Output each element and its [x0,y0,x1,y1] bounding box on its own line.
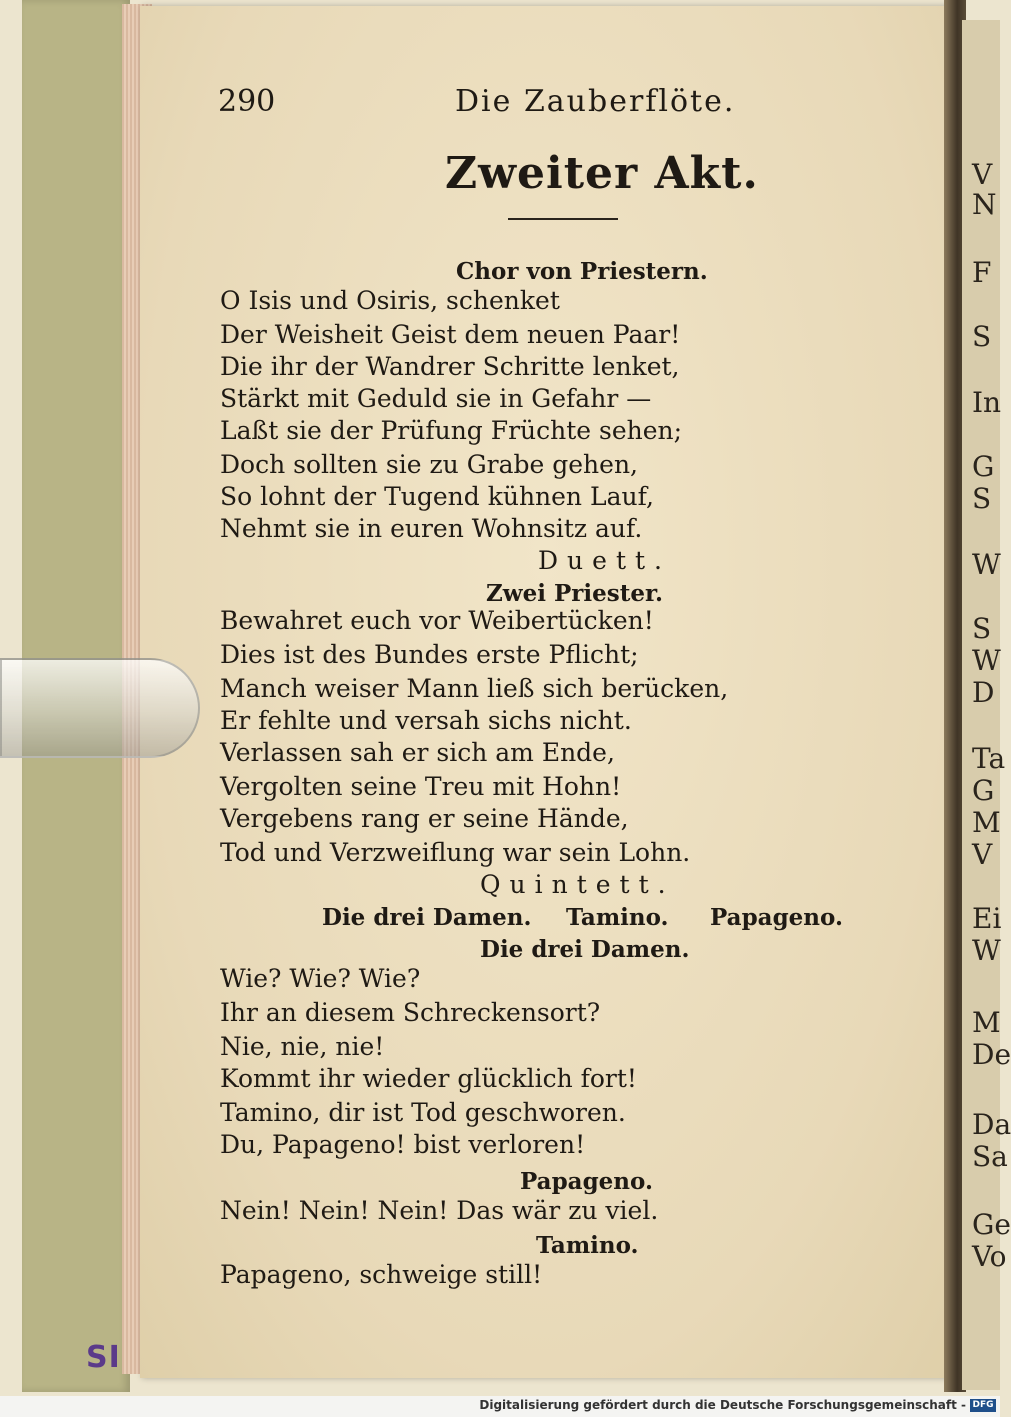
next-page-letter: Sa [972,1140,1008,1173]
digitization-footer [0,1396,1000,1417]
verse-line: Er fehlte und versah sichs nicht. [220,706,632,735]
cast-name: Tamino. [566,904,669,931]
next-page-letter: De [972,1038,1011,1071]
verse-line: Laßt sie der Prüfung Früchte sehen; [220,416,683,445]
next-page-letter: In [972,386,1002,419]
next-page-letter: Ge [972,1208,1011,1241]
act-title: Zweiter Akt. [445,148,759,199]
dfg-logo: DFG [970,1399,996,1412]
verse-line: Stärkt mit Geduld sie in Gefahr — [220,384,652,413]
page-number: 290 [218,84,276,119]
verse-line: Nie, nie, nie! [220,1032,385,1061]
next-page-letter: Vo [972,1240,1007,1273]
next-page-letter: M [972,1006,1001,1039]
section-label-quintett: Quintett. [480,870,675,899]
verse-line: So lohnt der Tugend kühnen Lauf, [220,482,654,511]
next-page-letter: S [972,482,992,515]
verse-line: Tamino, dir ist Tod geschworen. [220,1098,626,1127]
next-page-letter: Da [972,1108,1011,1141]
verse-line: Verlassen sah er sich am Ende, [220,738,615,767]
next-page-letter: W [972,644,1001,677]
verse-line: Ihr an diesem Schreckensort? [220,998,601,1027]
title-rule [508,218,618,220]
speaker-heading: Tamino. [536,1232,639,1259]
section-label-duett: Duett. [538,546,671,575]
verse-line: Vergolten seine Treu mit Hohn! [220,772,622,801]
running-head: Die Zauberflöte. [455,84,736,119]
cast-name: Die drei Damen. [322,904,532,931]
next-page-letter: M [972,806,1001,839]
next-page-letter: S [972,612,992,645]
verse-line: Tod und Verzweiflung war sein Lohn. [220,838,691,867]
next-page-letter: V [972,158,993,191]
next-page-fragment [962,20,1011,1390]
next-page-letter: V [972,838,993,871]
verse-line: Die ihr der Wandrer Schritte lenket, [220,352,680,381]
verse-line: Nehmt sie in euren Wohnsitz auf. [220,514,643,543]
next-page-letter: Ei [972,902,1002,935]
verse-line: Wie? Wie? Wie? [220,964,421,993]
verse-line: Doch sollten sie zu Grabe gehen, [220,450,639,479]
next-page-letter: G [972,450,995,483]
verse-line: Manch weiser Mann ließ sich berücken, [220,674,729,703]
verse-line: Nein! Nein! Nein! Das wär zu viel. [220,1196,659,1225]
next-page-letter: W [972,934,1001,967]
speaker-heading: Chor von Priestern. [456,258,708,285]
library-stamp: SI [86,1340,121,1375]
verse-line: O Isis und Osiris, schenket [220,286,560,315]
verse-line: Bewahret euch vor Weibertücken! [220,606,654,635]
next-page-letter: G [972,774,995,807]
next-page-letter: F [972,256,992,289]
verse-line: Kommt ihr wieder glücklich fort! [220,1064,637,1093]
next-page-letter: S [972,320,992,353]
verse-line: Vergebens rang er seine Hände, [220,804,629,833]
speaker-heading: Papageno. [520,1168,653,1195]
next-page-letter: N [972,188,997,221]
speaker-heading: Zwei Priester. [486,580,663,607]
next-page-letter: W [972,548,1001,581]
digitization-note: Digitalisierung gefördert durch die Deutsche Forschungsgemeinschaft - [479,1398,966,1412]
verse-line: Dies ist des Bundes erste Pflicht; [220,640,639,669]
verse-line: Papageno, schweige still! [220,1260,543,1289]
speaker-heading: Die drei Damen. [480,936,690,963]
next-page-letter: Ta [972,742,1006,775]
cast-name: Papageno. [710,904,843,931]
verse-line: Der Weisheit Geist dem neuen Paar! [220,320,681,349]
plastic-page-clip [0,658,200,758]
next-page-letter: D [972,676,995,709]
verse-line: Du, Papageno! bist verloren! [220,1130,586,1159]
